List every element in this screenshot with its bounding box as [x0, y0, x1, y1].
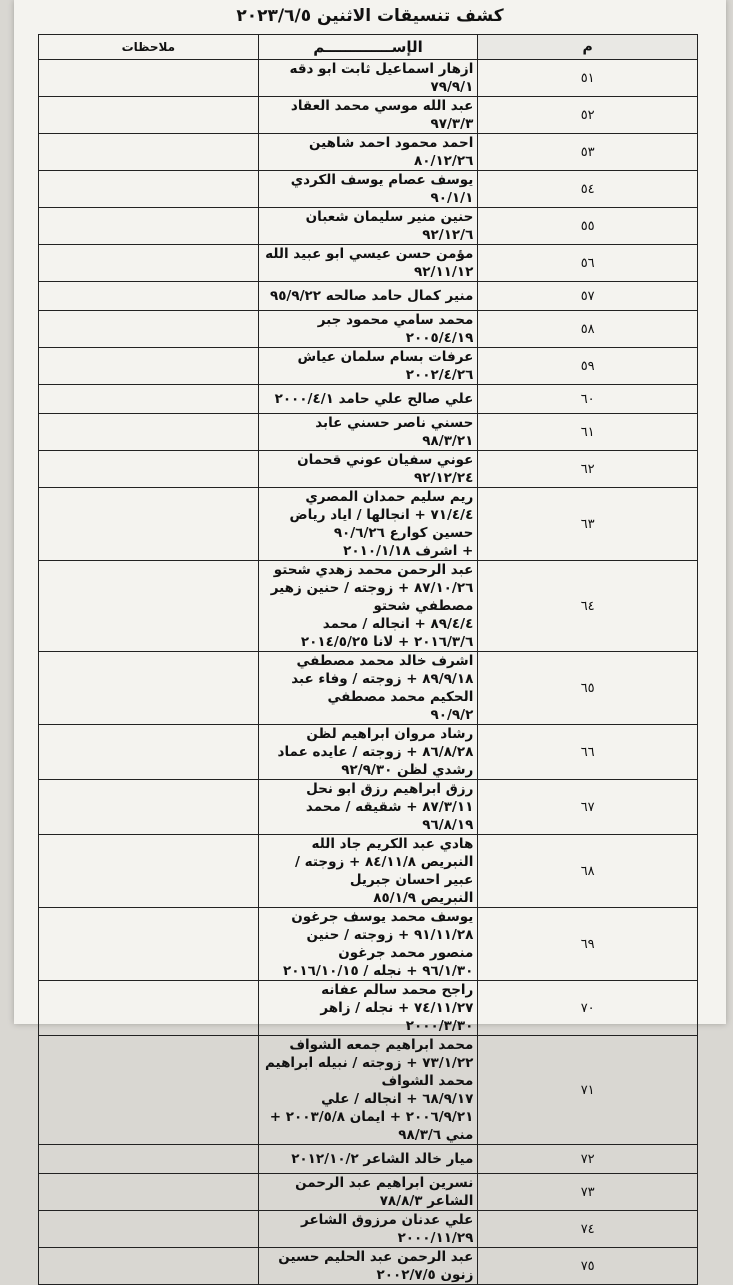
row-name-cell	[258, 652, 478, 725]
row-name-line: نسرين ابراهيم عبد الرحمن الشاعر ٧٨/٨/٣	[295, 1175, 474, 1209]
row-notes-cell	[39, 311, 259, 348]
row-notes-cell	[39, 97, 259, 134]
row-number: ٥٢	[478, 97, 698, 134]
row-name-line: عوني سفيان عوني قحمان ٩٢/١٢/٢٤	[297, 452, 474, 486]
row-name-line: ٩٠/٩/٢	[430, 707, 474, 723]
row-number: ٧٤	[478, 1211, 698, 1248]
row-name-cell	[258, 488, 478, 561]
row-number: ٧١	[478, 1036, 698, 1145]
table-row	[39, 981, 698, 1036]
table-row	[39, 1145, 698, 1174]
table-row	[39, 1036, 698, 1145]
table-row	[39, 1248, 698, 1285]
row-name-line: راجح محمد سالم عفانه ٧٤/١١/٢٧ + نجله / زاهر ٢٠٠٠/٣/٣٠	[320, 982, 474, 1034]
row-number: ٦٩	[478, 908, 698, 981]
row-notes-cell	[39, 652, 259, 725]
row-name-cell	[258, 1036, 478, 1145]
table-row	[39, 282, 698, 311]
row-name-line: ٦٨/٩/١٧ + انجاله / علي ٢٠٠٦/٩/٢١ + ايمان ٢٠٠٣/٥/٨ + مني ٩٨/٣/٦	[269, 1091, 474, 1143]
row-name-cell	[258, 60, 478, 97]
row-name-cell	[258, 1248, 478, 1285]
row-name-line: النبريص ٨٥/١/٩	[373, 890, 474, 906]
row-name-cell	[258, 97, 478, 134]
table-row	[39, 561, 698, 652]
row-number: ٧٥	[478, 1248, 698, 1285]
row-name-cell	[258, 835, 478, 908]
row-name-line: + اشرف ٢٠١٠/١/١٨	[343, 543, 474, 559]
row-name-line: ميار خالد الشاعر ٢٠١٢/١٠/٢	[291, 1151, 474, 1167]
row-name-cell	[258, 385, 478, 414]
row-notes-cell	[39, 981, 259, 1036]
row-name-line: علي صالح علي حامد ٢٠٠٠/٤/١	[274, 391, 474, 407]
row-name-line: رزق ابراهيم رزق ابو نحل ٨٧/٣/١١ + شقيقه / محمد ٩٦/٨/١٩	[305, 781, 474, 833]
row-number: ٦١	[478, 414, 698, 451]
table-row	[39, 134, 698, 171]
row-number: ٧٣	[478, 1174, 698, 1211]
row-number: ٦٨	[478, 835, 698, 908]
row-notes-cell	[39, 1211, 259, 1248]
row-name-cell	[258, 171, 478, 208]
row-name-cell	[258, 561, 478, 652]
table-body	[39, 60, 698, 1285]
row-number: ٧٠	[478, 981, 698, 1036]
row-notes-cell	[39, 348, 259, 385]
row-notes-cell	[39, 134, 259, 171]
row-notes-cell	[39, 414, 259, 451]
row-notes-cell	[39, 385, 259, 414]
row-name-line: حنين منير سليمان شعبان ٩٢/١٢/٦	[305, 209, 474, 243]
row-name-line: ٨٩/٤/٤ + انجاله / محمد ٢٠١٦/٣/٦ + لانا ٢٠١٤/٥/٢٥	[300, 616, 474, 650]
row-notes-cell	[39, 245, 259, 282]
roster-table	[38, 34, 698, 1285]
row-name-cell	[258, 1211, 478, 1248]
row-number: ٦٥	[478, 652, 698, 725]
row-number: ٥٥	[478, 208, 698, 245]
row-name-line: محمد ابراهيم جمعه الشواف ٧٣/١/٢٢ + زوجته / نبيله ابراهيم محمد الشواف	[264, 1037, 474, 1089]
row-number: ٥٩	[478, 348, 698, 385]
row-name-cell	[258, 908, 478, 981]
table-row	[39, 97, 698, 134]
row-notes-cell	[39, 451, 259, 488]
table-row	[39, 245, 698, 282]
row-number: ٥٤	[478, 171, 698, 208]
table-row	[39, 60, 698, 97]
row-name-line: مؤمن حسن عيسي ابو عبيد الله ٩٢/١١/١٢	[265, 246, 474, 280]
row-name-line: عبد الرحمن محمد زهدي شحتو ٨٧/١٠/٢٦ + زوجته / حنين زهير مصطفي شحتو	[270, 562, 474, 614]
row-name-line: رشاد مروان ابراهيم لظن ٨٦/٨/٢٨ + زوجته / عايده عماد رشدي لظن ٩٢/٩/٣٠	[277, 726, 474, 778]
row-name-cell	[258, 134, 478, 171]
row-number: ٧٢	[478, 1145, 698, 1174]
row-name-line: ريم سليم حمدان المصري ٧١/٤/٤ + انجالها / اياد رياض حسين كوارع ٩٠/٦/٢٦	[289, 489, 474, 541]
row-name-cell	[258, 414, 478, 451]
row-notes-cell	[39, 1036, 259, 1145]
row-notes-cell	[39, 171, 259, 208]
row-notes-cell	[39, 60, 259, 97]
row-name-line: عرفات بسام سلمان عياش ٢٠٠٢/٤/٢٦	[297, 349, 474, 383]
row-notes-cell	[39, 1174, 259, 1211]
row-name-line: عبد الله موسي محمد العقاد ٩٧/٣/٣	[290, 98, 474, 132]
table-row	[39, 311, 698, 348]
row-name-cell	[258, 245, 478, 282]
row-number: ٥٧	[478, 282, 698, 311]
row-name-line: منير كمال حامد صالحه ٩٥/٩/٢٢	[269, 288, 474, 304]
row-number: ٥١	[478, 60, 698, 97]
row-name-line: محمد سامي محمود جبر ٢٠٠٥/٤/١٩	[317, 312, 474, 346]
row-name-cell	[258, 451, 478, 488]
table-row	[39, 1174, 698, 1211]
row-name-line: حسني ناصر حسني عابد ٩٨/٣/٢١	[315, 415, 474, 449]
table-row	[39, 652, 698, 725]
table-row	[39, 348, 698, 385]
column-header-name: الإســـــــــــــم	[258, 35, 478, 60]
row-notes-cell	[39, 780, 259, 835]
table-row	[39, 908, 698, 981]
row-name-line: يوسف عصام يوسف الكردي ٩٠/١/١	[290, 172, 474, 206]
table-row	[39, 451, 698, 488]
row-name-line: ٩٦/١/٣٠ + نجله / ٢٠١٦/١٠/١٥	[282, 963, 474, 979]
row-number: ٦٧	[478, 780, 698, 835]
row-name-cell	[258, 780, 478, 835]
table-row	[39, 208, 698, 245]
row-notes-cell	[39, 1145, 259, 1174]
row-number: ٦٢	[478, 451, 698, 488]
table-row	[39, 780, 698, 835]
table-row	[39, 725, 698, 780]
row-name-line: ازهار اسماعيل ثابت ابو دقه ٧٩/٩/١	[289, 61, 474, 95]
row-name-cell	[258, 208, 478, 245]
row-number: ٥٣	[478, 134, 698, 171]
table-row	[39, 414, 698, 451]
table-row	[39, 488, 698, 561]
row-name-cell	[258, 981, 478, 1036]
row-name-cell	[258, 1174, 478, 1211]
row-number: ٦٤	[478, 561, 698, 652]
page-title: كشف تنسيقات الاثنين ٢٠٢٣/٦/٥	[236, 6, 504, 26]
row-name-cell	[258, 282, 478, 311]
row-notes-cell	[39, 725, 259, 780]
row-name-line: اشرف خالد محمد مصطفي ٨٩/٩/١٨ + زوجته / وفاء عبد الحكيم محمد مصطفي	[291, 653, 474, 705]
table-row	[39, 1211, 698, 1248]
row-number: ٦٦	[478, 725, 698, 780]
row-name-line: عبد الرحمن عبد الحليم حسين زنون ٢٠٠٢/٧/٥	[278, 1249, 474, 1283]
row-number: ٦٠	[478, 385, 698, 414]
row-notes-cell	[39, 1248, 259, 1285]
document-page	[14, 0, 726, 1283]
table-header-row	[39, 35, 698, 60]
row-notes-cell	[39, 561, 259, 652]
column-header-number: م	[478, 35, 698, 60]
table-row	[39, 171, 698, 208]
row-name-cell	[258, 725, 478, 780]
row-notes-cell	[39, 488, 259, 561]
row-name-line: احمد محمود احمد شاهين ٨٠/١٢/٢٦	[308, 135, 474, 169]
row-name-line: هادي عبد الكريم جاد الله النبريص ٨٤/١١/٨ + زوجته / عبير احسان جبريل	[295, 836, 474, 888]
row-name-line: يوسف محمد يوسف جرغون ٩١/١١/٢٨ + زوجته / حنين منصور محمد جرغون	[291, 909, 474, 961]
row-notes-cell	[39, 908, 259, 981]
row-name-cell	[258, 311, 478, 348]
row-name-cell	[258, 1145, 478, 1174]
table-row	[39, 385, 698, 414]
row-name-line: علي عدنان مرزوق الشاعر ٢٠٠٠/١١/٢٩	[301, 1212, 474, 1246]
row-notes-cell	[39, 835, 259, 908]
row-number: ٥٨	[478, 311, 698, 348]
row-number: ٦٣	[478, 488, 698, 561]
table-row	[39, 835, 698, 908]
row-notes-cell	[39, 208, 259, 245]
column-header-notes: ملاحظات	[39, 35, 259, 60]
row-notes-cell	[39, 282, 259, 311]
row-name-cell	[258, 348, 478, 385]
row-number: ٥٦	[478, 245, 698, 282]
